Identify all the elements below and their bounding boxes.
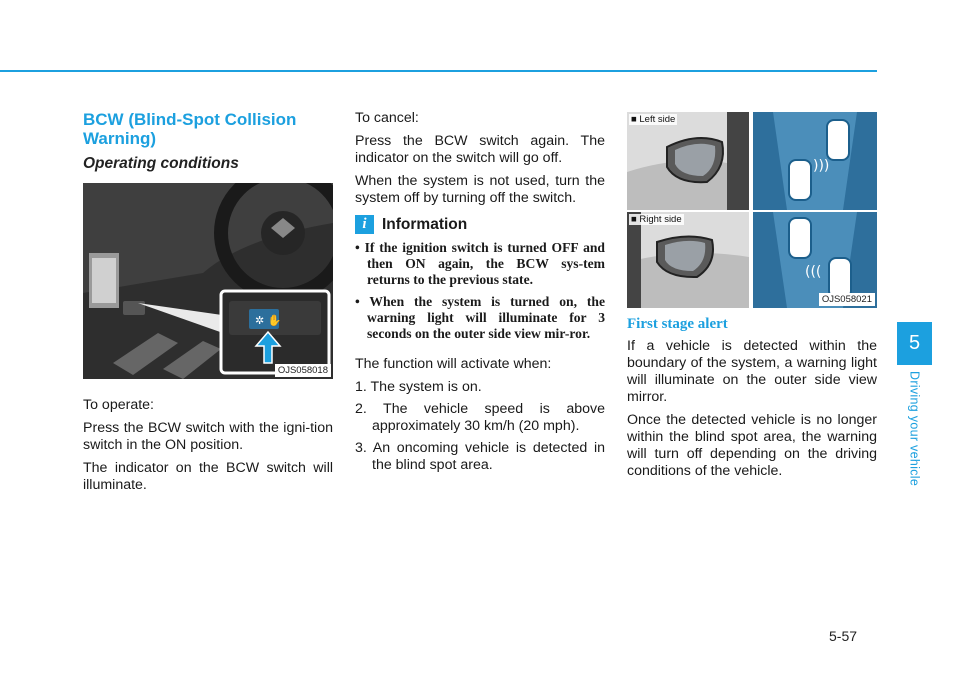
first-stage-heading: First stage alert (627, 316, 728, 332)
figure-code: OJS058021 (819, 293, 875, 306)
left-side-label: ■ Left side (631, 114, 676, 125)
paragraph: Press the BCW switch again. The indicator on the switch will go off. (355, 133, 605, 166)
column-2 (355, 110, 605, 479)
left-topview-image (753, 112, 877, 210)
chapter-title: Driving your vehicle (907, 371, 922, 487)
header-rule (0, 70, 877, 72)
mirror-figure (627, 110, 877, 308)
column-1 (83, 110, 333, 500)
paragraph: To operate: (83, 397, 154, 413)
paragraph: Once the detected vehicle is no longer within the blind spot area, the warning will turn off depending on the driving conditions of the vehicle. (627, 412, 877, 479)
list-item: • When the system is turned on, the warning light will illuminate for 3 seconds on the outer side view mir-ror. (355, 294, 605, 341)
list-item: • If the ignition switch is turned OFF and then ON again, the BCW sys-tem returns to the previous state. (355, 240, 605, 287)
right-side-label: ■ Right side (631, 214, 682, 225)
info-icon: i (355, 215, 374, 234)
dashboard-illustration (83, 183, 333, 379)
information-title: Information (382, 215, 468, 233)
page-number: 5-57 (829, 628, 858, 644)
right-mirror-image (627, 212, 749, 308)
paragraph: The indicator on the BCW switch will illuminate. (83, 460, 333, 493)
left-mirror-panel (627, 112, 749, 210)
list-item: 1. The system is on. (355, 379, 482, 395)
paragraph: The function will activate when: (355, 356, 552, 372)
activation-list (355, 379, 605, 474)
paragraph: If a vehicle is detected within the boundary of the system, a warning light will illuminate on the outer side view mirror. (627, 338, 877, 405)
section-title: BCW (Blind-Spot Collision Warning) (83, 110, 297, 148)
left-mirror-image (627, 112, 749, 210)
paragraph: Press the BCW switch with the igni-tion switch in the ON position. (83, 420, 333, 453)
right-mirror-panel (627, 212, 749, 308)
svg-text:))): ))) (813, 158, 830, 174)
column-3 (627, 110, 877, 486)
list-item: 2. The vehicle speed is above approximately 30 km/h (20 mph). (355, 401, 605, 434)
svg-text:(((: ((( (805, 264, 822, 280)
chapter-tab: 5 (897, 322, 932, 365)
sub-title: Operating conditions (83, 155, 239, 172)
information-header (355, 215, 605, 234)
figure-code: OJS058018 (275, 364, 331, 377)
information-list (355, 240, 605, 342)
left-topview-panel (753, 112, 877, 210)
dashboard-figure (83, 183, 333, 379)
paragraph: To cancel: (355, 110, 419, 126)
right-topview-panel (753, 212, 877, 308)
paragraph: When the system is not used, turn the system off by turning off the switch. (355, 173, 605, 206)
svg-text:✲ ✋: ✲ ✋ (255, 314, 282, 327)
list-item: 3. An oncoming vehicle is detected in the blind spot area. (355, 440, 605, 473)
